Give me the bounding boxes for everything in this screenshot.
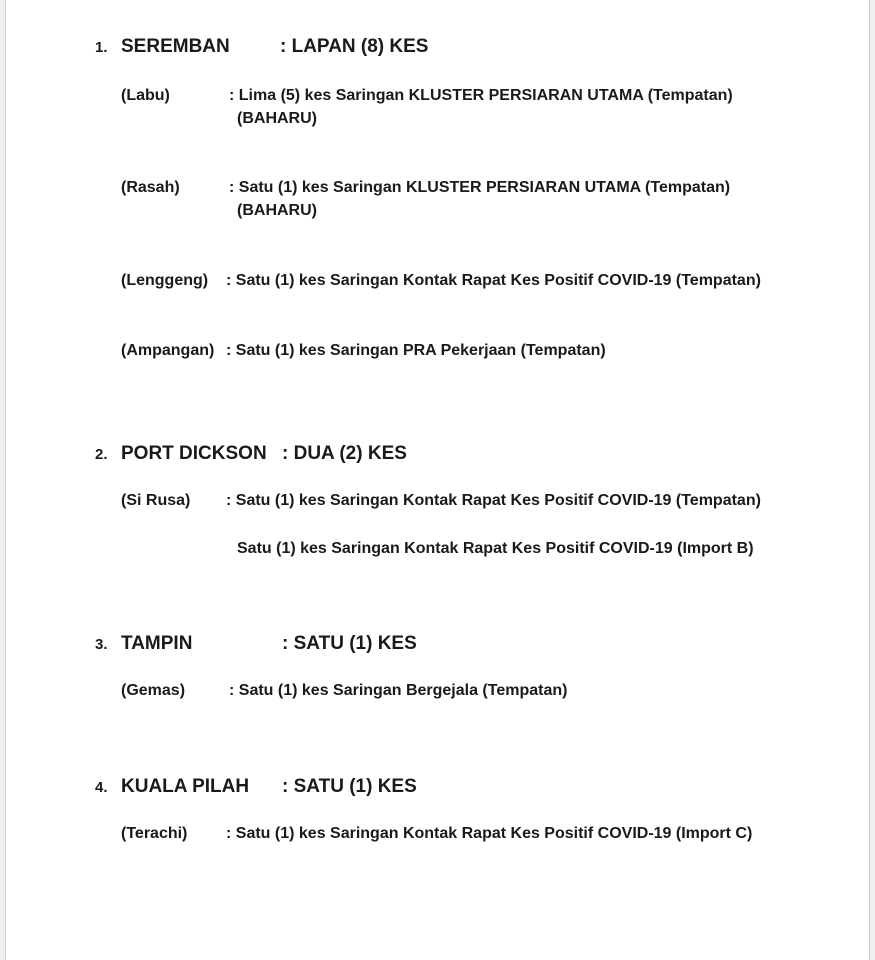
district-name: PORT DICKSON (121, 443, 267, 464)
area-label: (Ampangan) (121, 342, 215, 359)
district-name: SEREMBAN (121, 36, 230, 57)
section-number: 3. (95, 636, 108, 653)
area-label: (Labu) (121, 87, 170, 104)
district-name: KUALA PILAH (121, 776, 250, 797)
case-detail: : Satu (1) kes Saringan Kontak Rapat Kes Positif COVID-19 (Tempatan) (226, 492, 761, 509)
case-detail-continued: (BAHARU) (237, 202, 317, 219)
area-label: (Si Rusa) (121, 492, 191, 509)
area-label: (Rasah) (121, 179, 180, 196)
case-detail: : Satu (1) kes Saringan KLUSTER PERSIARAN UTAMA (Tempatan) (229, 179, 731, 196)
case-detail-continued: (BAHARU) (237, 110, 317, 127)
area-label: (Lenggeng) (121, 272, 209, 289)
section-number: 4. (95, 779, 108, 796)
case-detail: : Satu (1) kes Saringan PRA Pekerjaan (Tempatan) (226, 342, 606, 359)
case-count: : LAPAN (8) KES (280, 36, 429, 57)
case-count: : SATU (1) KES (282, 633, 417, 654)
area-label: (Gemas) (121, 682, 186, 699)
case-detail: Satu (1) kes Saringan Kontak Rapat Kes Positif COVID-19 (Import B) (237, 540, 754, 557)
case-count: : SATU (1) KES (282, 776, 417, 797)
case-detail: : Lima (5) kes Saringan KLUSTER PERSIARAN UTAMA (Tempatan) (229, 87, 733, 104)
case-count: : DUA (2) KES (282, 443, 407, 464)
case-detail: : Satu (1) kes Saringan Bergejala (Tempatan) (229, 682, 568, 699)
document-page (5, 0, 870, 960)
case-detail: : Satu (1) kes Saringan Kontak Rapat Kes Positif COVID-19 (Import C) (226, 825, 753, 842)
case-detail: : Satu (1) kes Saringan Kontak Rapat Kes Positif COVID-19 (Tempatan) (226, 272, 761, 289)
section-number: 1. (95, 39, 108, 56)
area-label: (Terachi) (121, 825, 188, 842)
district-name: TAMPIN (121, 633, 193, 654)
section-number: 2. (95, 446, 108, 463)
